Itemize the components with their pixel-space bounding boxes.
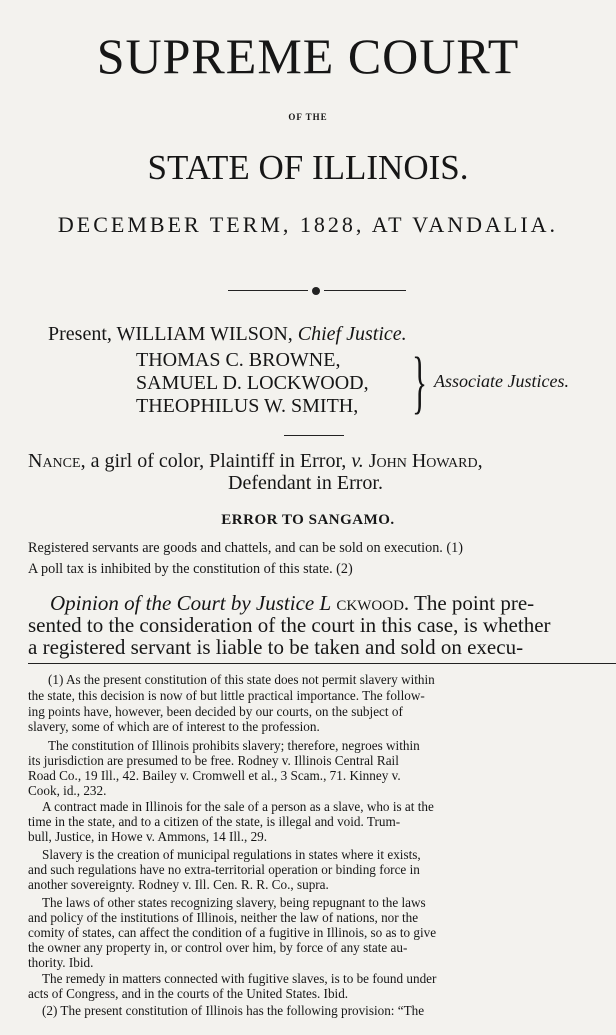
footnote-line: slavery, some of which are of interest to the profession.: [28, 719, 320, 734]
opinion-line: a registered servant is liable to be taken and sold on execu-: [28, 635, 524, 659]
headnote: Registered servants are goods and chattels, and can be sold on execution. (1): [28, 540, 463, 556]
case-caption: Nance, a girl of color, Plaintiff in Error, v. John Howard,: [28, 450, 483, 472]
footnote-line: The remedy in matters connected with fugitive slaves, is to be found under: [42, 971, 437, 986]
ornament-dot: [312, 287, 320, 295]
plaintiff-name: Nance: [28, 450, 81, 472]
brace-icon: }: [412, 344, 428, 421]
footnote-line: (2) The present constitution of Illinois has the following provision: “The: [42, 1003, 425, 1018]
opinion-lead: Opinion of the Court by Justice L: [50, 591, 332, 615]
footnote-line: Cook, id., 232.: [28, 783, 107, 798]
opinion-line: sented to the consideration of the court in this case, is whether: [28, 613, 551, 637]
associate-justice: SAMUEL D. LOCKWOOD,: [136, 372, 369, 394]
versus: v.: [351, 450, 364, 472]
of-the-label: OF THE: [288, 112, 328, 122]
associate-justice: THEOPHILUS W. SMITH,: [136, 395, 359, 417]
ornament-divider: [228, 287, 406, 295]
ornament-line-left: [228, 290, 308, 291]
footnote-line: time in the state, and to a citizen of the state, is illegal and void. Trum-: [28, 814, 401, 829]
footnote-line: A contract made in Illinois for the sale of a person as a slave, who is at the: [42, 799, 434, 814]
footnote-line: bull, Justice, in Howe v. Ammons, 14 Ill., 29.: [28, 829, 268, 844]
footnote-line: acts of Congress, and in the courts of the United States. Ibid.: [28, 986, 349, 1001]
footnote-line: The laws of other states recognizing slavery, being repugnant to the laws: [42, 895, 426, 910]
chief-justice-title: Chief Justice.: [297, 323, 407, 345]
plaintiff-description: , a girl of color, Plaintiff in Error,: [80, 450, 352, 472]
footnote-line: comity of states, can affect the condition of a fugitive in Illinois, so as to give: [28, 925, 437, 940]
footnote-line: the state, this decision is now of but little practical importance. The follow-: [28, 688, 425, 703]
footnote-line: and policy of the institutions of Illinois, neither the law of nations, nor the: [28, 910, 419, 925]
footnote-line: and such regulations have no extra-territorial operation or binding force in: [28, 862, 420, 877]
opinion-line1-rest: The point pre-: [409, 591, 535, 615]
footnote-line: its jurisdiction are presumed to be free. Rodney v. Illinois Central Rail: [28, 753, 399, 768]
footnote-line: Slavery is the creation of municipal regulations in states where it exists,: [42, 847, 421, 862]
headnote: A poll tax is inhibited by the constitution of this state. (2): [28, 561, 353, 577]
associate-justice: THOMAS C. BROWNE,: [136, 349, 341, 371]
term-heading: DECEMBER TERM, 1828, AT VANDALIA.: [57, 212, 559, 237]
footnote-line: (1) As the present constitution of this state does not permit slavery within: [48, 672, 435, 687]
case-caption-line2: Defendant in Error.: [228, 472, 383, 494]
present-label: Present,: [48, 323, 117, 345]
associate-justices-title: Associate Justices.: [434, 371, 569, 391]
footnote-line: thority. Ibid.: [28, 955, 94, 970]
section-rule: [284, 435, 344, 436]
footnote-line: The constitution of Illinois prohibits slavery; therefore, negroes within: [48, 738, 420, 753]
state-title: STATE OF ILLINOIS.: [147, 148, 469, 187]
footnote-line: ing points have, however, been decided by our courts, on the subject of: [28, 704, 403, 719]
footnote-line: the owner any property in, or control over him, by force of any state au-: [28, 940, 408, 955]
footnote-line: Road Co., 19 Ill., 42. Bailey v. Cromwell et al., 3 Scam., 71. Kinney v.: [28, 768, 401, 783]
footnote-rule: [28, 663, 616, 664]
chief-justice-name: WILLIAM WILSON,: [116, 323, 298, 345]
opinion-justice-name: ckwood.: [336, 591, 410, 615]
present-line: [48, 322, 407, 346]
error-to-heading: ERROR TO SANGAMO.: [221, 512, 395, 528]
footnote-line: another sovereignty. Rodney v. Ill. Cen. R. R. Co., supra.: [28, 877, 329, 892]
ornament-line-right: [324, 290, 406, 291]
defendant-name: John Howard: [368, 450, 478, 472]
court-title: SUPREME COURT: [96, 28, 520, 84]
